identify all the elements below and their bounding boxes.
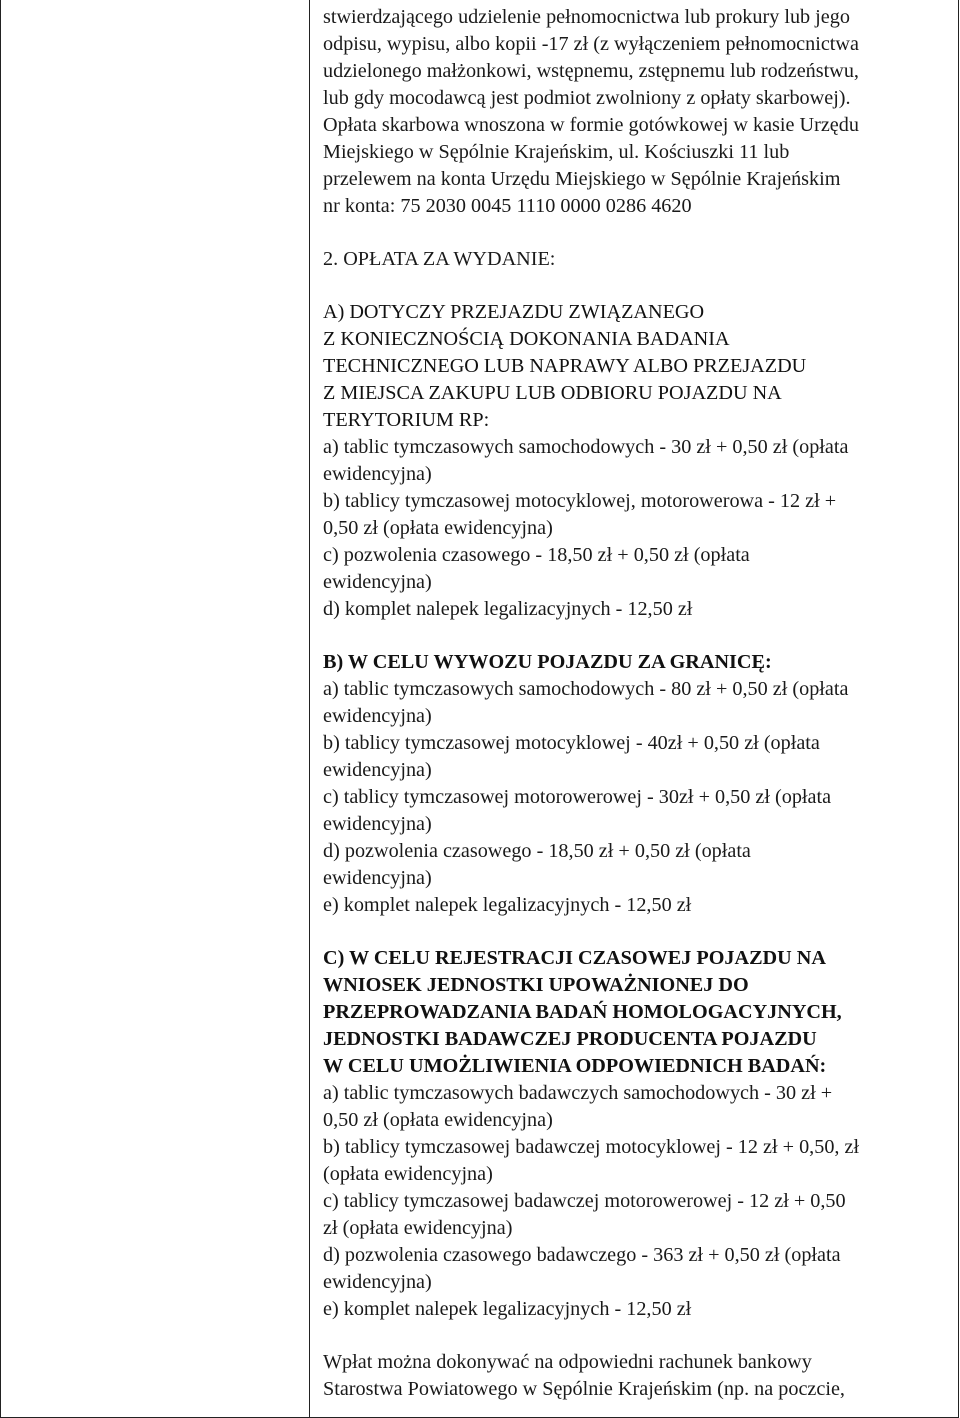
section-c-heading: PRZEPROWADZANIA BADAŃ HOMOLOGACYJNYCH, [323,1001,842,1023]
text-line: udzielonego małżonkowi, wstępnemu, zstępnemu lub rodzeństwu, [323,60,859,82]
fee-item: 0,50 zł (opłata ewidencyjna) [323,517,553,539]
section-a [323,299,953,623]
fee-item: b) tablicy tymczasowej badawczej motocyklowej - 12 zł + 0,50, zł [323,1136,860,1158]
fee-item: ewidencyjna) [323,463,432,485]
fee-item: b) tablicy tymczasowej motocyklowej - 40zł + 0,50 zł (opłata [323,732,820,754]
section-c [323,945,953,1323]
intro-paragraph [323,4,953,220]
section-c-heading: WNIOSEK JEDNOSTKI UPOWAŻNIONEJ DO [323,974,749,996]
fee-item: ewidencyjna) [323,705,432,727]
section-a-heading: Z KONIECZNOŚCIĄ DOKONANIA BADANIA [323,328,730,350]
section-2-title: 2. OPŁATA ZA WYDANIE: [323,248,556,270]
spacer [323,623,953,649]
fee-item: ewidencyjna) [323,813,432,835]
spacer [323,1323,953,1349]
document-content [323,4,953,1403]
fee-item: b) tablicy tymczasowej motocyklowej, motorowerowa - 12 zł + [323,490,837,512]
section-b [323,649,953,919]
text-line: przelewem na konta Urzędu Miejskiego w Sępólnie Krajeńskim [323,168,841,190]
text-line: Miejskiego w Sępólnie Krajeńskim, ul. Kościuszki 11 lub [323,141,790,163]
fee-item: a) tablic tymczasowych samochodowych - 30 zł + 0,50 zł (opłata [323,436,849,458]
fee-item: a) tablic tymczasowych samochodowych - 80 zł + 0,50 zł (opłata [323,678,849,700]
column-divider [309,0,310,1418]
fee-item: e) komplet nalepek legalizacyjnych - 12,50 zł [323,1298,692,1320]
spacer [323,220,953,246]
spacer [323,919,953,945]
fee-item: c) pozwolenia czasowego - 18,50 zł + 0,50 zł (opłata [323,544,750,566]
fee-item: a) tablic tymczasowych badawczych samochodowych - 30 zł + [323,1082,833,1104]
fee-item: ewidencyjna) [323,1271,432,1293]
fee-item: c) tablicy tymczasowej badawczej motorowerowej - 12 zł + 0,50 [323,1190,846,1212]
text-line: stwierdzającego udzielenie pełnomocnictwa lub prokury lub jego [323,6,850,28]
fee-item: c) tablicy tymczasowej motorowerowej - 30zł + 0,50 zł (opłata [323,786,832,808]
fee-item: d) pozwolenia czasowego badawczego - 363 zł + 0,50 zł (opłata [323,1244,841,1266]
section-c-heading: W CELU UMOŻLIWIENIA ODPOWIEDNICH BADAŃ: [323,1055,827,1077]
section-a-heading: Z MIEJSCA ZAKUPU LUB ODBIORU POJAZDU NA [323,382,782,404]
text-line: odpisu, wypisu, albo kopii -17 zł (z wyłączeniem pełnomocnictwa [323,33,859,55]
fee-item: d) pozwolenia czasowego - 18,50 zł + 0,50 zł (opłata [323,840,751,862]
fee-item: ewidencyjna) [323,571,432,593]
account-number-line: nr konta: 75 2030 0045 1110 0000 0286 4620 [323,195,692,217]
text-line: lub gdy mocodawcą jest podmiot zwolniony z opłaty skarbowej). [323,87,851,109]
text-line: Starostwa Powiatowego w Sępólnie Krajeńskim (np. na poczcie, [323,1378,845,1400]
section-b-heading: B) W CELU WYWOZU POJAZDU ZA GRANICĘ: [323,651,772,673]
footer-paragraph [323,1349,953,1403]
fee-item: ewidencyjna) [323,759,432,781]
text-line: Opłata skarbowa wnoszona w formie gotówkowej w kasie Urzędu [323,114,859,136]
text-line: Wpłat można dokonywać na odpowiedni rachunek bankowy [323,1351,812,1373]
section-a-heading: TERYTORIUM RP: [323,409,490,431]
fee-item: (opłata ewidencyjna) [323,1163,493,1185]
section-c-heading: JEDNOSTKI BADAWCZEJ PRODUCENTA POJAZDU [323,1028,817,1050]
fee-item: e) komplet nalepek legalizacyjnych - 12,50 zł [323,894,692,916]
fee-item: zł (opłata ewidencyjna) [323,1217,513,1239]
fee-item: 0,50 zł (opłata ewidencyjna) [323,1109,553,1131]
section-a-heading: TECHNICZNEGO LUB NAPRAWY ALBO PRZEJAZDU [323,355,807,377]
fee-item: ewidencyjna) [323,867,432,889]
fee-item: d) komplet nalepek legalizacyjnych - 12,50 zł [323,598,693,620]
section-c-heading: C) W CELU REJESTRACJI CZASOWEJ POJAZDU NA [323,947,826,969]
spacer [323,273,953,299]
section-a-heading: A) DOTYCZY PRZEJAZDU ZWIĄZANEGO [323,301,705,323]
